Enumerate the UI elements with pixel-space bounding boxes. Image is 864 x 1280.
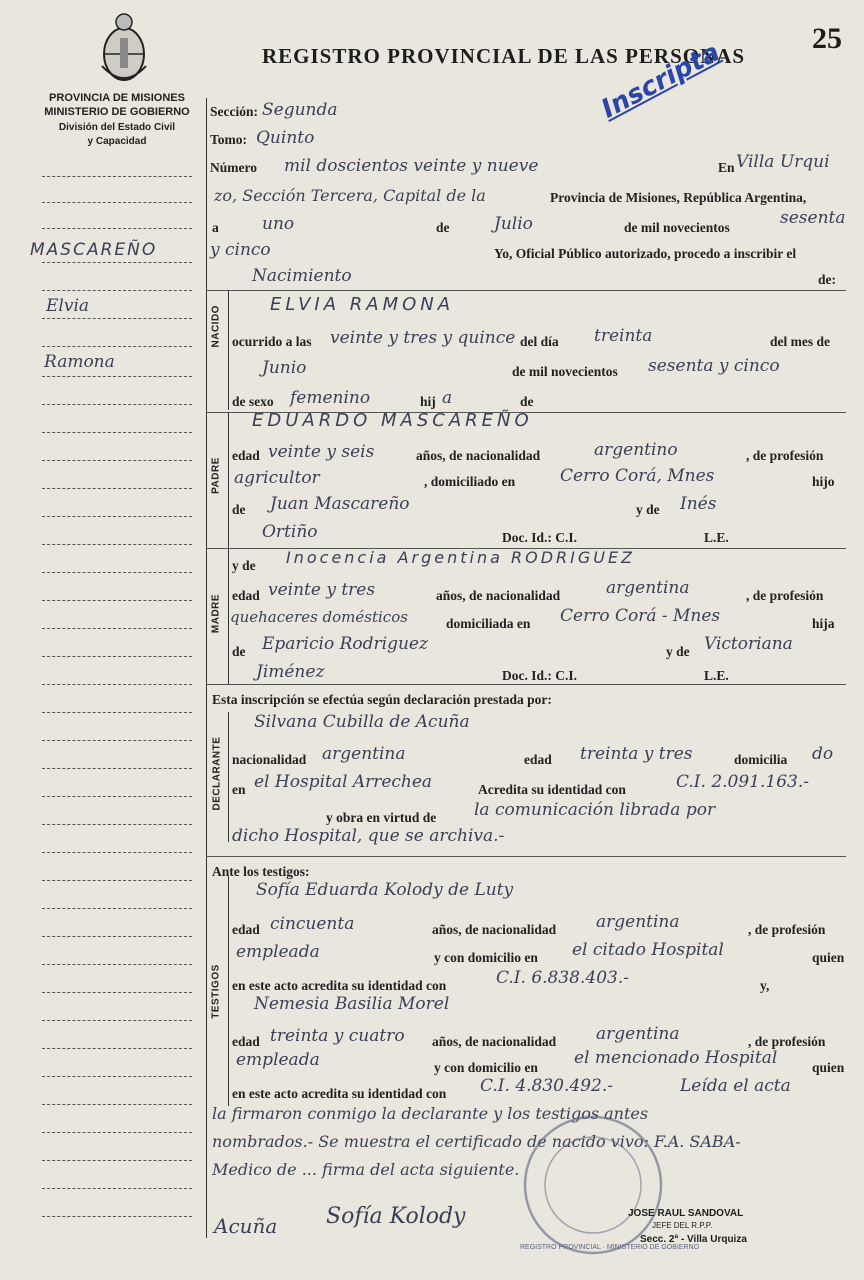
declarante-domicilio: el Hospital Arrechea <box>254 772 433 792</box>
declarante-edad-label: edad <box>524 752 552 767</box>
margin-line <box>42 656 192 657</box>
padre-edad-label: edad <box>232 448 260 463</box>
declarante-obra: la comunicación librada por <box>474 800 716 820</box>
numero-value: mil doscientos veinte y nueve <box>284 156 539 176</box>
madre-edad: veinte y tres <box>268 580 376 600</box>
margin-line <box>42 346 192 347</box>
madre-nac-label: años, de nacionalidad <box>436 588 561 603</box>
madre-domicilio: Cerro Corá - Mnes <box>560 606 721 626</box>
margin-line <box>42 176 192 177</box>
signature-1: Acuña <box>214 1214 278 1238</box>
declarante-acredita-label: Acredita su identidad con <box>478 782 626 797</box>
madre-father: Eparicio Rodriguez <box>262 634 428 654</box>
margin-line <box>42 768 192 769</box>
margin-line <box>42 600 192 601</box>
testigos-section-label: TESTIGOS <box>210 964 222 1019</box>
madre-nacionalidad: argentina <box>606 578 690 598</box>
declarante-en-label: en <box>232 782 246 797</box>
declarante-obra-2: dicho Hospital, que se archiva.- <box>232 826 505 846</box>
margin-line <box>42 1160 192 1161</box>
testigos-ante-label: Ante los testigos: <box>212 864 310 879</box>
nacido-section-label: NACIDO <box>210 305 222 348</box>
year-text: de mil novecientos <box>624 220 730 235</box>
witness2-prof: empleada <box>236 1050 320 1070</box>
margin-line <box>42 936 192 937</box>
madre-edad-label: edad <box>232 588 260 603</box>
padre-domicilio: Cerro Corá, Mnes <box>560 466 715 486</box>
margin-line <box>42 964 192 965</box>
page-number: 25 <box>812 22 842 55</box>
witness1-edad: cincuenta <box>270 914 355 934</box>
document-title: REGISTRO PROVINCIAL DE LAS PERSONAS <box>262 44 746 68</box>
margin-line <box>42 516 192 517</box>
witness1-name: Sofía Eduarda Kolody de Luty <box>256 880 514 900</box>
declarante-identidad: C.I. 2.091.163.- <box>676 772 809 792</box>
de-colon-label: de: <box>818 272 836 287</box>
madre-profesion: quehaceres domésticos <box>230 608 408 626</box>
separator <box>206 290 846 291</box>
declarante-dom-label: domicilia <box>734 752 788 767</box>
section-border <box>228 290 229 410</box>
location-value: zo, Sección Tercera, Capital de la <box>214 186 486 205</box>
padre-dom-label: , domiciliado en <box>424 474 516 489</box>
margin-line <box>42 1020 192 1021</box>
witness2-name: Nemesia Basilia Morel <box>254 994 450 1014</box>
margin-line <box>42 1216 192 1217</box>
margin-line <box>42 202 192 203</box>
madre-name: Inocencia Argentina RODRIGUEZ <box>286 548 636 567</box>
padre-profesion: agricultor <box>234 468 320 488</box>
hijo-label: hijo <box>812 474 835 489</box>
section-border <box>228 712 229 842</box>
officer-text: Yo, Oficial Público autorizado, procedo a inscribir el <box>494 246 797 261</box>
witness2-quien-label: quien <box>812 1060 845 1075</box>
separator <box>206 856 846 857</box>
madre-le-label: L.E. <box>704 668 729 683</box>
madre-mother-a: Victoriana <box>704 634 793 654</box>
padre-mother-b: Ortiño <box>262 522 318 542</box>
section-border <box>228 548 229 684</box>
margin-name-1: Elvia <box>46 296 90 316</box>
signature-2: Sofía Kolody <box>326 1204 466 1229</box>
closing-line-1: Leída el acta <box>680 1076 791 1096</box>
birth-day-value: treinta <box>594 326 653 346</box>
margin-line <box>42 488 192 489</box>
witness1-dom: el citado Hospital <box>572 940 724 960</box>
main-column-border <box>206 98 207 1238</box>
margin-surname: MASCAREÑO <box>30 240 158 260</box>
margin-name-2: Ramona <box>44 352 115 372</box>
tomo-value: Quinto <box>256 128 315 148</box>
a-label: a <box>212 220 219 235</box>
witness2-nac-label: años, de nacionalidad <box>432 1034 557 1049</box>
section-border <box>228 412 229 548</box>
margin-line <box>42 880 192 881</box>
declarante-nac-label: nacionalidad <box>232 752 307 767</box>
sexo-label: de sexo <box>232 394 274 409</box>
margin-line <box>42 376 192 377</box>
month-value: Julio <box>494 214 533 234</box>
margin-line <box>42 1188 192 1189</box>
margin-line <box>42 460 192 461</box>
en-label: En <box>718 160 735 175</box>
official-name: JOSE RAUL SANDOVAL <box>628 1208 744 1219</box>
mes-label: del mes de <box>770 334 830 349</box>
margin-line <box>42 712 192 713</box>
padre-section-label: PADRE <box>210 457 222 494</box>
margin-line <box>42 796 192 797</box>
hija-label: hija <box>812 616 835 631</box>
hij-suffix: a <box>442 388 453 408</box>
nacido-de-label: de <box>520 394 534 409</box>
province-text: Provincia de Misiones, República Argentina, <box>550 190 807 205</box>
sexo-value: femenino <box>290 388 371 408</box>
padre-nac-label: años, de nacionalidad <box>416 448 541 463</box>
margin-line <box>42 992 192 993</box>
witness2-edad: treinta y cuatro <box>270 1026 405 1046</box>
en-value: Villa Urqui <box>736 152 830 172</box>
closing-line-2: la firmaron conmigo la declarante y los testigos antes <box>212 1104 649 1123</box>
del-dia-label: del día <box>520 334 559 349</box>
nacido-name: ELVIA RAMONA <box>270 294 455 315</box>
seccion-label: Sección: <box>210 104 258 119</box>
witness1-quien-label: quien <box>812 950 845 965</box>
margin-line <box>42 290 192 291</box>
padre-edad: veinte y seis <box>268 442 375 462</box>
madre-de-label: de <box>232 644 246 659</box>
witness1-y-label: y, <box>760 978 770 993</box>
madre-doc-label: Doc. Id.: C.I. <box>502 668 578 683</box>
division-label: División del Estado Civil <box>58 122 176 133</box>
witness2-id: C.I. 4.830.492.- <box>480 1076 613 1096</box>
madre-yde2-label: y de <box>666 644 690 659</box>
hij-label: hij <box>420 394 436 409</box>
margin-line <box>42 852 192 853</box>
margin-line <box>42 1104 192 1105</box>
day-value: uno <box>262 214 295 234</box>
birth-year-text: de mil novecientos <box>512 364 618 379</box>
witness2-dom: el mencionado Hospital <box>574 1048 778 1068</box>
witness2-edad-label: edad <box>232 1034 260 1049</box>
margin-line <box>42 1132 192 1133</box>
seal-text: REGISTRO PROVINCIAL · MINISTERIO DE GOBIERNO <box>520 1244 700 1251</box>
padre-yde-label: y de <box>636 502 660 517</box>
padre-mother-a: Inés <box>680 494 717 514</box>
padre-father: Juan Mascareño <box>270 494 410 514</box>
margin-line <box>42 684 192 685</box>
witness1-prof: empleada <box>236 942 320 962</box>
witness2-dom-label: y con domicilio en <box>434 1060 538 1075</box>
madre-dom-label: domiciliada en <box>446 616 531 631</box>
capacity-label: y Capacidad <box>87 136 147 147</box>
hour-value: veinte y tres y quince <box>330 328 516 348</box>
margin-line <box>42 318 192 319</box>
margin-line <box>42 262 192 263</box>
witness1-nac-label: años, de nacionalidad <box>432 922 557 937</box>
witness1-acto-label: en este acto acredita su identidad con <box>232 978 447 993</box>
witness1-nac: argentina <box>596 912 680 932</box>
padre-le-label: L.E. <box>704 530 729 545</box>
margin-line <box>42 824 192 825</box>
margin-line <box>42 740 192 741</box>
witness1-id: C.I. 6.838.403.- <box>496 968 629 988</box>
declarante-nacionalidad: argentina <box>322 744 406 764</box>
separator <box>206 684 846 685</box>
section-border <box>228 876 229 1106</box>
ministry-label: MINISTERIO DE GOBIERNO <box>44 106 190 118</box>
madre-prof-label: , de profesión <box>746 588 824 603</box>
madre-section-label: MADRE <box>210 593 222 634</box>
margin-line <box>42 432 192 433</box>
margin-line <box>42 1076 192 1077</box>
witness2-nac: argentina <box>596 1024 680 1044</box>
margin-line <box>42 404 192 405</box>
padre-name: EDUARDO MASCAREÑO <box>252 410 533 431</box>
witness1-prof-label: , de profesión <box>748 922 826 937</box>
declarante-dom-suffix: do <box>812 744 834 764</box>
act-value: Nacimiento <box>252 266 352 286</box>
padre-nacionalidad: argentino <box>594 440 678 460</box>
numero-label: Número <box>210 160 257 175</box>
declarante-intro: Esta inscripción se efectúa según declaración prestada por: <box>212 692 552 707</box>
birth-year-value: sesenta y cinco <box>648 356 780 376</box>
witness2-acto-label: en este acto acredita su identidad con <box>232 1086 447 1101</box>
declarante-obra-label: y obra en virtud de <box>326 810 437 825</box>
witness1-dom-label: y con domicilio en <box>434 950 538 965</box>
madre-yde-label: y de <box>232 558 256 573</box>
year-value: sesenta <box>780 208 846 228</box>
madre-mother-b: Jiménez <box>256 662 325 682</box>
tomo-label: Tomo: <box>210 132 248 147</box>
seccion-value: Segunda <box>262 100 338 120</box>
closing-line-4: Medico de ... firma del acta siguiente. <box>212 1160 520 1179</box>
margin-line <box>42 228 192 229</box>
padre-doc-label: Doc. Id.: C.I. <box>502 530 578 545</box>
official-line-2: Secc. 2ª - Villa Urquiza <box>640 1234 747 1245</box>
declarante-section-label: DECLARANTE <box>211 736 223 811</box>
padre-de-label: de <box>232 502 246 517</box>
witness2-prof-label: , de profesión <box>748 1034 826 1049</box>
padre-prof-label: , de profesión <box>746 448 824 463</box>
de-label: de <box>436 220 450 235</box>
closing-line-3: nombrados.- Se muestra el certificado de nacido vivo: F.A. SABA- <box>212 1132 741 1151</box>
official-code: JEFE DEL R.P.P. <box>652 1221 713 1230</box>
inscripta-stamp: Inscripta <box>596 37 725 125</box>
margin-line <box>42 572 192 573</box>
birth-month-value: Junio <box>262 358 307 378</box>
year-value-2: y cinco <box>210 240 271 260</box>
margin-line <box>42 1048 192 1049</box>
witness1-edad-label: edad <box>232 922 260 937</box>
margin-line <box>42 544 192 545</box>
coat-of-arms-icon <box>96 10 152 86</box>
margin-line <box>42 908 192 909</box>
margin-line <box>42 628 192 629</box>
province-label: PROVINCIA DE MISIONES <box>49 92 185 104</box>
declarante-name: Silvana Cubilla de Acuña <box>254 712 470 732</box>
ocurrido-label: ocurrido a las <box>232 334 312 349</box>
declarante-edad: treinta y tres <box>580 744 693 764</box>
